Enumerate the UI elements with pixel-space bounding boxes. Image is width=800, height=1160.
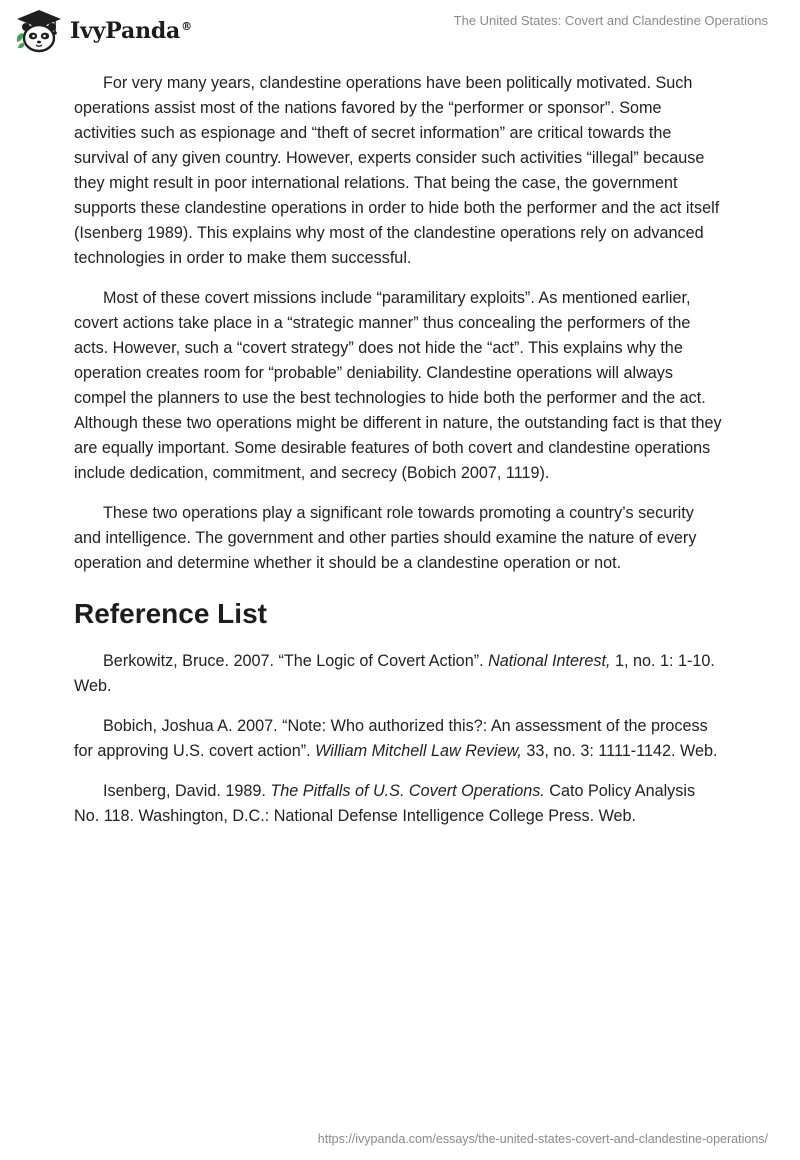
essay-body <box>74 71 724 844</box>
reference-item: Berkowitz, Bruce. 2007. “The Logic of Covert Action”. National Interest, 1, no. 1: 1-10. Web. <box>74 652 715 695</box>
reference-item: Isenberg, David. 1989. The Pitfalls of U.S. Covert Operations. Cato Policy Analysis No. 118. Washington, D.C.: National Defense Intelligence College Press. Web. <box>74 782 696 825</box>
brand-name: IvyPanda® <box>70 18 192 44</box>
paragraph: These two operations play a significant role towards promoting a country’s security and intelligence. The government and other parties should examine the nature of every operation and determine whether it should be a clandestine operation or not. <box>74 504 697 572</box>
paragraph: Most of these covert missions include “paramilitary exploits”. As mentioned earlier, covert actions take place in a “strategic manner” thus concealing the performers of the acts. However, such a “covert strategy” does not hide the “act”. This explains why the operation creates room for “probable” deniability. Clandestine operations will always compel the planners to use the best technologies to hide both the performer and the act. Although these two operations might be different in nature, the outstanding fact is that they are equally important. Some desirable features of both covert and clandestine operations include dedication, commitment, and secrecy (Bobich 2007, 1119). <box>74 289 722 482</box>
reference-item: Bobich, Joshua A. 2007. “Note: Who authorized this?: An assessment of the process for approving U.S. covert action”. William Mitchell Law Review, 33, no. 3: 1111-1142. Web. <box>74 717 718 760</box>
page-header <box>0 0 800 60</box>
reference-list-heading: Reference List <box>74 598 267 629</box>
ivypanda-logo[interactable] <box>14 8 192 54</box>
document-title: The United States: Covert and Clandestine Operations <box>453 13 768 28</box>
source-url-link[interactable]: https://ivypanda.com/essays/the-united-states-covert-and-clandestine-operations/ <box>317 1132 768 1146</box>
paragraph: For very many years, clandestine operations have been politically motivated. Such operations assist most of the nations favored by the “performer or sponsor”. Some activities such as espionage and “theft of secret information” are critical towards the survival of any given country. However, experts consider such activities “illegal” because they might result in poor international relations. That being the case, the government supports these clandestine operations in order to hide both the performer and the act itself (Isenberg 1989). This explains why most of the clandestine operations rely on advanced technologies in order to make them successful. <box>74 74 720 267</box>
panda-graduate-icon <box>14 8 64 54</box>
